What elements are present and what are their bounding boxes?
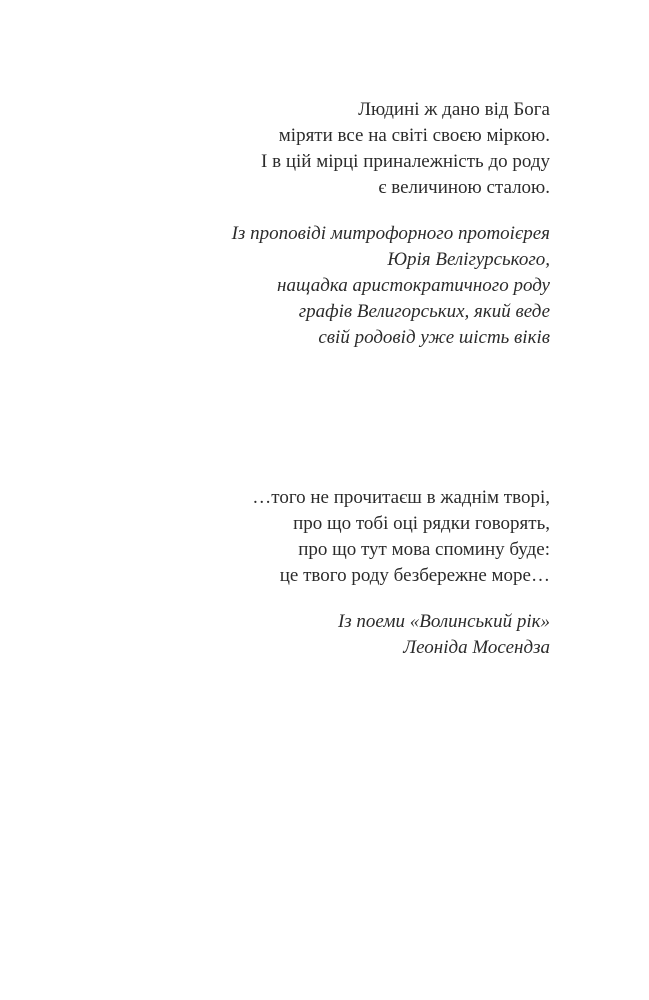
attribution-line: Із проповіді митрофорного протоієрея — [231, 223, 550, 244]
attribution-line: графів Велигорських, який веде — [298, 301, 550, 322]
epigraph-2-attribution — [252, 609, 550, 661]
attribution-line: Юрія Велігурського, — [387, 249, 550, 270]
attribution-line: Леоніда Мосендза — [403, 637, 550, 658]
attribution-line: нащадка аристократичного роду — [277, 275, 550, 296]
epigraph-1-quote — [232, 97, 550, 201]
epigraph-2-quote — [252, 485, 550, 589]
quote-line: є величиною сталою. — [378, 177, 550, 198]
quote-line: І в цій мірці приналежність до роду — [261, 151, 550, 172]
quote-line: Людині ж дано від Бога — [358, 99, 550, 120]
quote-line: …того не прочитаєш в жаднім творі, — [252, 487, 550, 508]
epigraph-2 — [252, 485, 550, 661]
quote-line: це твого роду безбережне море… — [279, 565, 550, 586]
attribution-line: Із поеми «Волинський рік» — [337, 611, 550, 632]
attribution-line: свій родовід уже шість віків — [318, 327, 550, 348]
quote-line: про що тобі оці рядки говорять, — [293, 513, 550, 534]
quote-line: міряти все на світі своєю міркою. — [278, 125, 550, 146]
epigraph-1 — [232, 97, 550, 351]
quote-line: про що тут мова спомину буде: — [298, 539, 550, 560]
epigraph-1-attribution — [232, 221, 550, 351]
